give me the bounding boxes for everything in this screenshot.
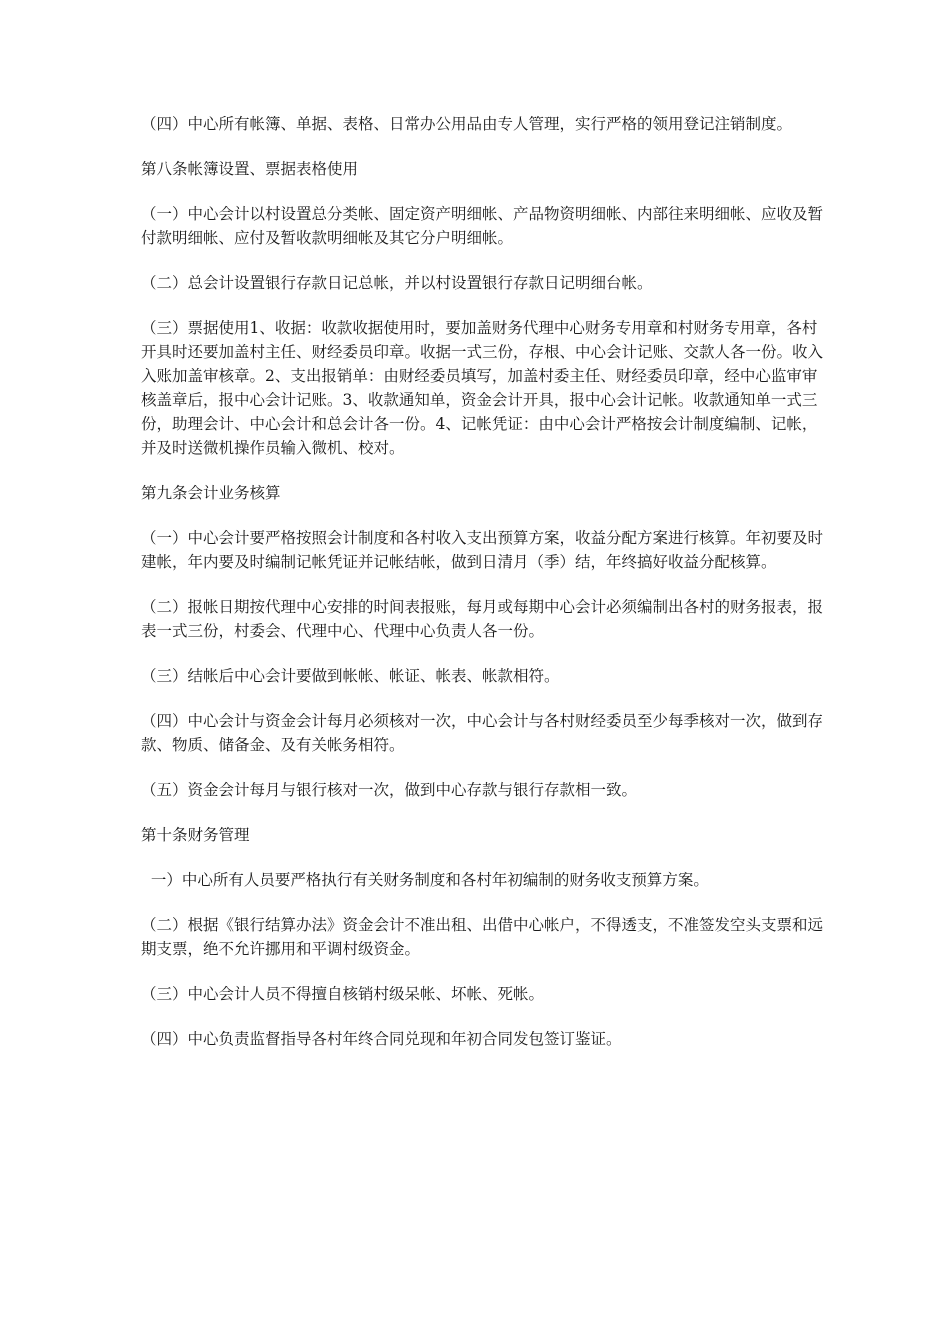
paragraph-bank-check: （五）资金会计每月与银行核对一次，做到中心存款与银行存款相一致。: [141, 781, 638, 799]
paragraph-receipt-usage: （三）票据使用1、收据：收款收据使用时，要加盖财务代理中心财务专用章和村财务专用章，各村开具时还要加盖村主任、财经委员印章。收据一式三份，存根、中心会计记账、交款人各一份。收入入账加盖审核章。2、支出报销单：由财经委员填写，加盖村委主任、财经委员印章，经中心监审审核盖章后，报中心会计记账。3、收款通知单，资金会计开具，报中心会计记帐。收款通知单一式三份，助理会计、中心会计和总会计各一份。4、记帐凭证：由中心会计严格按会计制度编制、记帐，并及时送微机操作员输入微机、校对。: [141, 319, 824, 457]
paragraph-reporting-schedule: （二）报帐日期按代理中心安排的时间表报账，每月或每期中心会计必须编制出各村的财务报表，报表一式三份，村委会、代理中心、代理中心负责人各一份。: [141, 598, 824, 640]
paragraph-accounting-rules: （一）中心会计要严格按照会计制度和各村收入支出预算方案，收益分配方案进行核算。年初要及时建帐，年内要及时编制记帐凭证并记帐结帐，做到日清月（季）结，年终搞好收益分配核算。: [141, 529, 824, 571]
paragraph-monthly-check: （四）中心会计与资金会计每月必须核对一次，中心会计与各村财经委员至少每季核对一次，做到存款、物质、储备金、及有关帐务相符。: [141, 712, 824, 754]
article-9-heading: 第九条会计业务核算: [141, 484, 281, 502]
paragraph-reconciliation: （三）结帐后中心会计要做到帐帐、帐证、帐表、帐款相符。: [141, 667, 560, 685]
article-8-heading: 第八条帐簿设置、票据表格使用: [141, 160, 359, 178]
paragraph-ledger-setup: （一）中心会计以村设置总分类帐、固定资产明细帐、产品物资明细帐、内部往来明细帐、应收及暂付款明细帐、应付及暂收款明细帐及其它分户明细帐。: [141, 205, 824, 247]
paragraph-budget-compliance: 一）中心所有人员要严格执行有关财务制度和各村年初编制的财务收支预算方案。: [141, 871, 709, 889]
paragraph-contract-supervision: （四）中心负责监督指导各村年终合同兑现和年初合同发包签订鉴证。: [141, 1030, 622, 1048]
paragraph-bad-debt: （三）中心会计人员不得擅自核销村级呆帐、坏帐、死帐。: [141, 985, 545, 1003]
document-body: [141, 112, 831, 1072]
paragraph-management-duty: （四）中心所有帐簿、单据、表格、日常办公用品由专人管理，实行严格的领用登记注销制度。: [141, 115, 793, 133]
paragraph-bank-ledger: （二）总会计设置银行存款日记总帐，并以村设置银行存款日记明细台帐。: [141, 274, 653, 292]
article-10-heading: 第十条财务管理: [141, 826, 250, 844]
paragraph-bank-rules: （二）根据《银行结算办法》资金会计不准出租、出借中心帐户，不得透支，不准签发空头支票和远期支票，绝不允许挪用和平调村级资金。: [141, 916, 824, 958]
